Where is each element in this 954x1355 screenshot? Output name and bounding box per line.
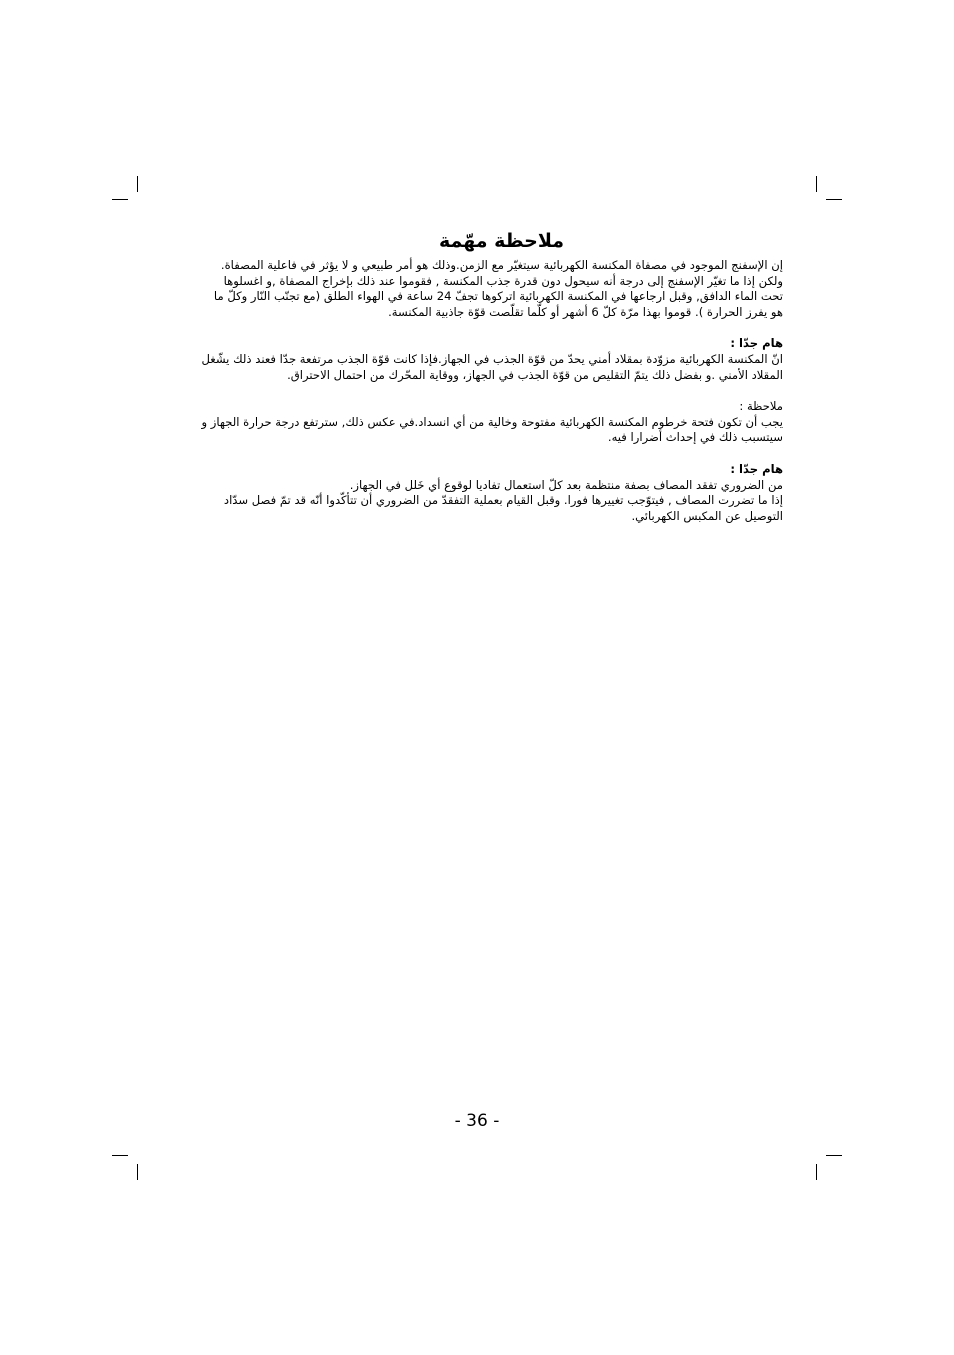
crop-mark — [137, 176, 138, 192]
text-line: انّ المكنسة الكهربائية مزوّدة بمقلاد أمني يحدّ من قوّة الجذب في الجهاز.فإذا كانت قوّة الجذب مرتفعة جدّا فعند ذلك يشّغل — [201, 351, 783, 366]
crop-mark — [826, 199, 842, 200]
text-line: يجب أن تكون فتحة خرطوم المكنسة الكهربائية مفتوحة وخالية من أي انسداد.في عكس ذلك, سترتفع درجة حرارة الجهاز و — [201, 414, 783, 429]
text-line: إذا ما تضررت المصاف , فيتوّجب تغييرها فورا. وقبل القيام بعملية التفقدّ من الضروري أن تتأكّدوا أنّه قد تمّ فصل سدّاد — [223, 493, 783, 508]
paragraph-filter-check — [180, 478, 783, 525]
paragraph-hose-opening — [180, 415, 783, 446]
crop-mark — [816, 176, 817, 192]
page-number: - 36 - — [454, 1111, 500, 1131]
text-line: ولكن إذا ما تغيّر الإسفنج إلى درجة أنه سيحول دون قدرة جذب المكنسة , فقوموا عند ذلك بإخراج المصفاة ,و اغسلوها — [223, 273, 783, 288]
crop-mark — [826, 1155, 842, 1156]
crop-mark — [112, 1155, 128, 1156]
text-line: المقلاد الأمني .و بفضل ذلك يتمّ التقليص من قوّة الجذب في الجهاز، ووقاية المحّرك من احتمال الاحتراق. — [287, 367, 783, 382]
crop-mark — [112, 199, 128, 200]
paragraph-safety-valve — [180, 352, 783, 383]
text-line: من الضروري تفقد المصاف بصفة منتظمة بعد كلّ استعمال تفاديا لوقوع أي خَلل في الجهاز. — [349, 477, 783, 492]
crop-mark — [137, 1164, 138, 1180]
document-body — [180, 226, 783, 524]
section-heading-important: هام جدّا : — [730, 336, 783, 351]
text-line: إن الإسفنج الموجود في مصفاة المكنسة الكهربائية سيتغيّر مع الزمن.وذلك هو أمر طبيعي و لا يؤثر في فاعلية المصفاة. — [220, 258, 783, 272]
page-title: ملاحظة مهّمة — [438, 230, 565, 252]
text-line: هو يفرز الحرارة ). قوموا بهذا مرّة كلّ 6 أشهر أو كلّما تقلّصت قوّة جاذبية المكنسة. — [388, 304, 783, 319]
paragraph-filter-sponge — [180, 258, 783, 320]
text-line: سيتسبب ذلك في إحداث أضرارا فيه. — [607, 430, 783, 445]
text-line: التوصيل عن المكبس الكهربائي. — [631, 508, 783, 523]
section-heading-important: هام جدّا : — [730, 461, 783, 476]
crop-mark — [816, 1164, 817, 1180]
section-heading-note: ملاحظة : — [739, 399, 783, 414]
text-line: تحت الماء الدافق, وقبل ارجاعها في المكنسة الكهربائية اتركوها تجفّ 24 ساعة في الهواء الطلق (مع تجنّب النّار وكلّ ما — [213, 289, 783, 304]
